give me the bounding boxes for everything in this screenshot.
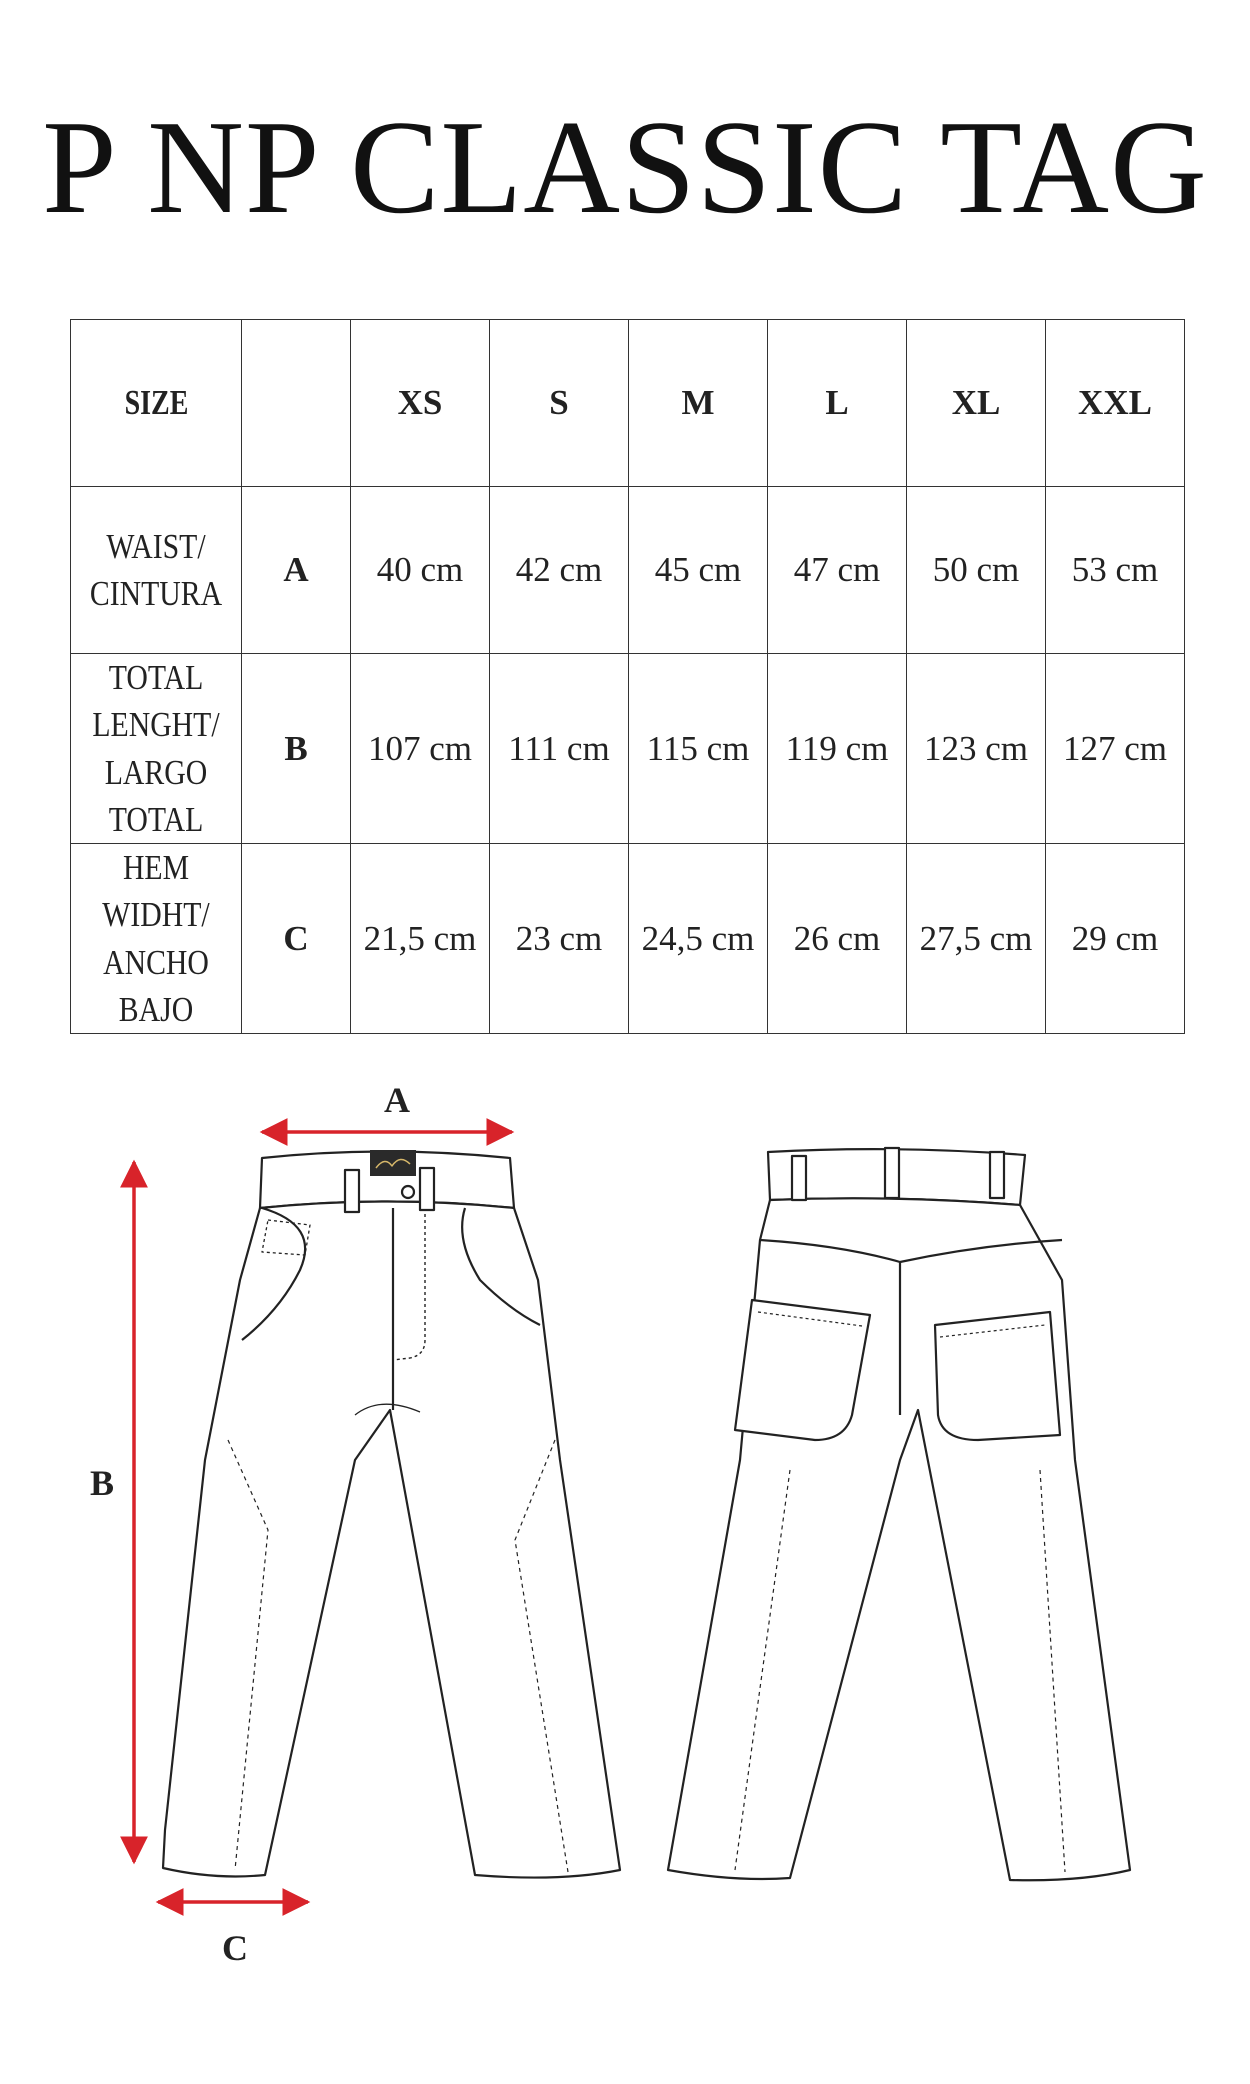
table-cell: 111 cm	[490, 654, 629, 844]
row-letter: C	[242, 844, 351, 1034]
size-s-header: S	[490, 320, 629, 487]
row-label-line2: LARGO TOTAL	[104, 752, 208, 839]
front-belt-loop	[345, 1170, 359, 1212]
row-label-waist	[71, 487, 242, 654]
back-jeans-illustration	[668, 1148, 1130, 1880]
back-pocket-right	[935, 1312, 1060, 1440]
size-xxl-header: XXL	[1046, 320, 1185, 487]
table-cell: 127 cm	[1046, 654, 1185, 844]
table-row-hem	[71, 844, 1185, 1034]
label-b: B	[89, 1463, 115, 1503]
table-cell: 123 cm	[907, 654, 1046, 844]
empty-header-cell	[242, 320, 351, 487]
row-label-line2: ANCHO BAJO	[103, 942, 209, 1029]
table-cell: 50 cm	[907, 487, 1046, 654]
table-cell: 115 cm	[629, 654, 768, 844]
back-pocket-left	[735, 1300, 870, 1440]
table-cell: 24,5 cm	[629, 844, 768, 1034]
front-legs-outline	[163, 1202, 620, 1878]
size-header: SIZE	[88, 320, 225, 487]
table-cell: 119 cm	[768, 654, 907, 844]
table-cell: 107 cm	[351, 654, 490, 844]
size-l-header: L	[768, 320, 907, 487]
back-belt-loop	[885, 1148, 899, 1198]
front-belt-loop	[420, 1168, 434, 1210]
back-belt-loop	[792, 1156, 806, 1200]
back-belt-loop	[990, 1152, 1004, 1198]
row-label-hem	[71, 844, 242, 1034]
label-c: C	[222, 1928, 248, 1968]
table-cell: 45 cm	[629, 487, 768, 654]
table-row-length	[71, 654, 1185, 844]
table-cell: 21,5 cm	[351, 844, 490, 1034]
measurement-diagram	[0, 1040, 1250, 2040]
table-cell: 29 cm	[1046, 844, 1185, 1034]
table-row-waist	[71, 487, 1185, 654]
table-cell: 27,5 cm	[907, 844, 1046, 1034]
row-letter: A	[242, 487, 351, 654]
front-button	[402, 1186, 414, 1198]
label-a: A	[384, 1080, 410, 1120]
size-xs-header: XS	[351, 320, 490, 487]
row-label-line1: HEM WIDHT/	[102, 848, 210, 935]
table-cell: 42 cm	[490, 487, 629, 654]
row-label-line1: WAIST/	[106, 526, 206, 566]
size-chart-table	[70, 319, 1185, 1034]
table-cell: 23 cm	[490, 844, 629, 1034]
page-title: P NP CLASSIC TAG	[42, 93, 1208, 241]
table-cell: 40 cm	[351, 487, 490, 654]
row-label-length	[71, 654, 242, 844]
front-jeans-illustration	[163, 1150, 620, 1878]
table-header-row	[71, 320, 1185, 487]
size-xl-header: XL	[907, 320, 1046, 487]
row-label-line2: CINTURA	[89, 574, 223, 613]
table-cell: 26 cm	[768, 844, 907, 1034]
table-cell: 53 cm	[1046, 487, 1185, 654]
size-m-header: M	[629, 320, 768, 487]
table-cell: 47 cm	[768, 487, 907, 654]
row-letter: B	[242, 654, 351, 844]
row-label-line1: TOTAL LENGHT/	[92, 658, 220, 745]
